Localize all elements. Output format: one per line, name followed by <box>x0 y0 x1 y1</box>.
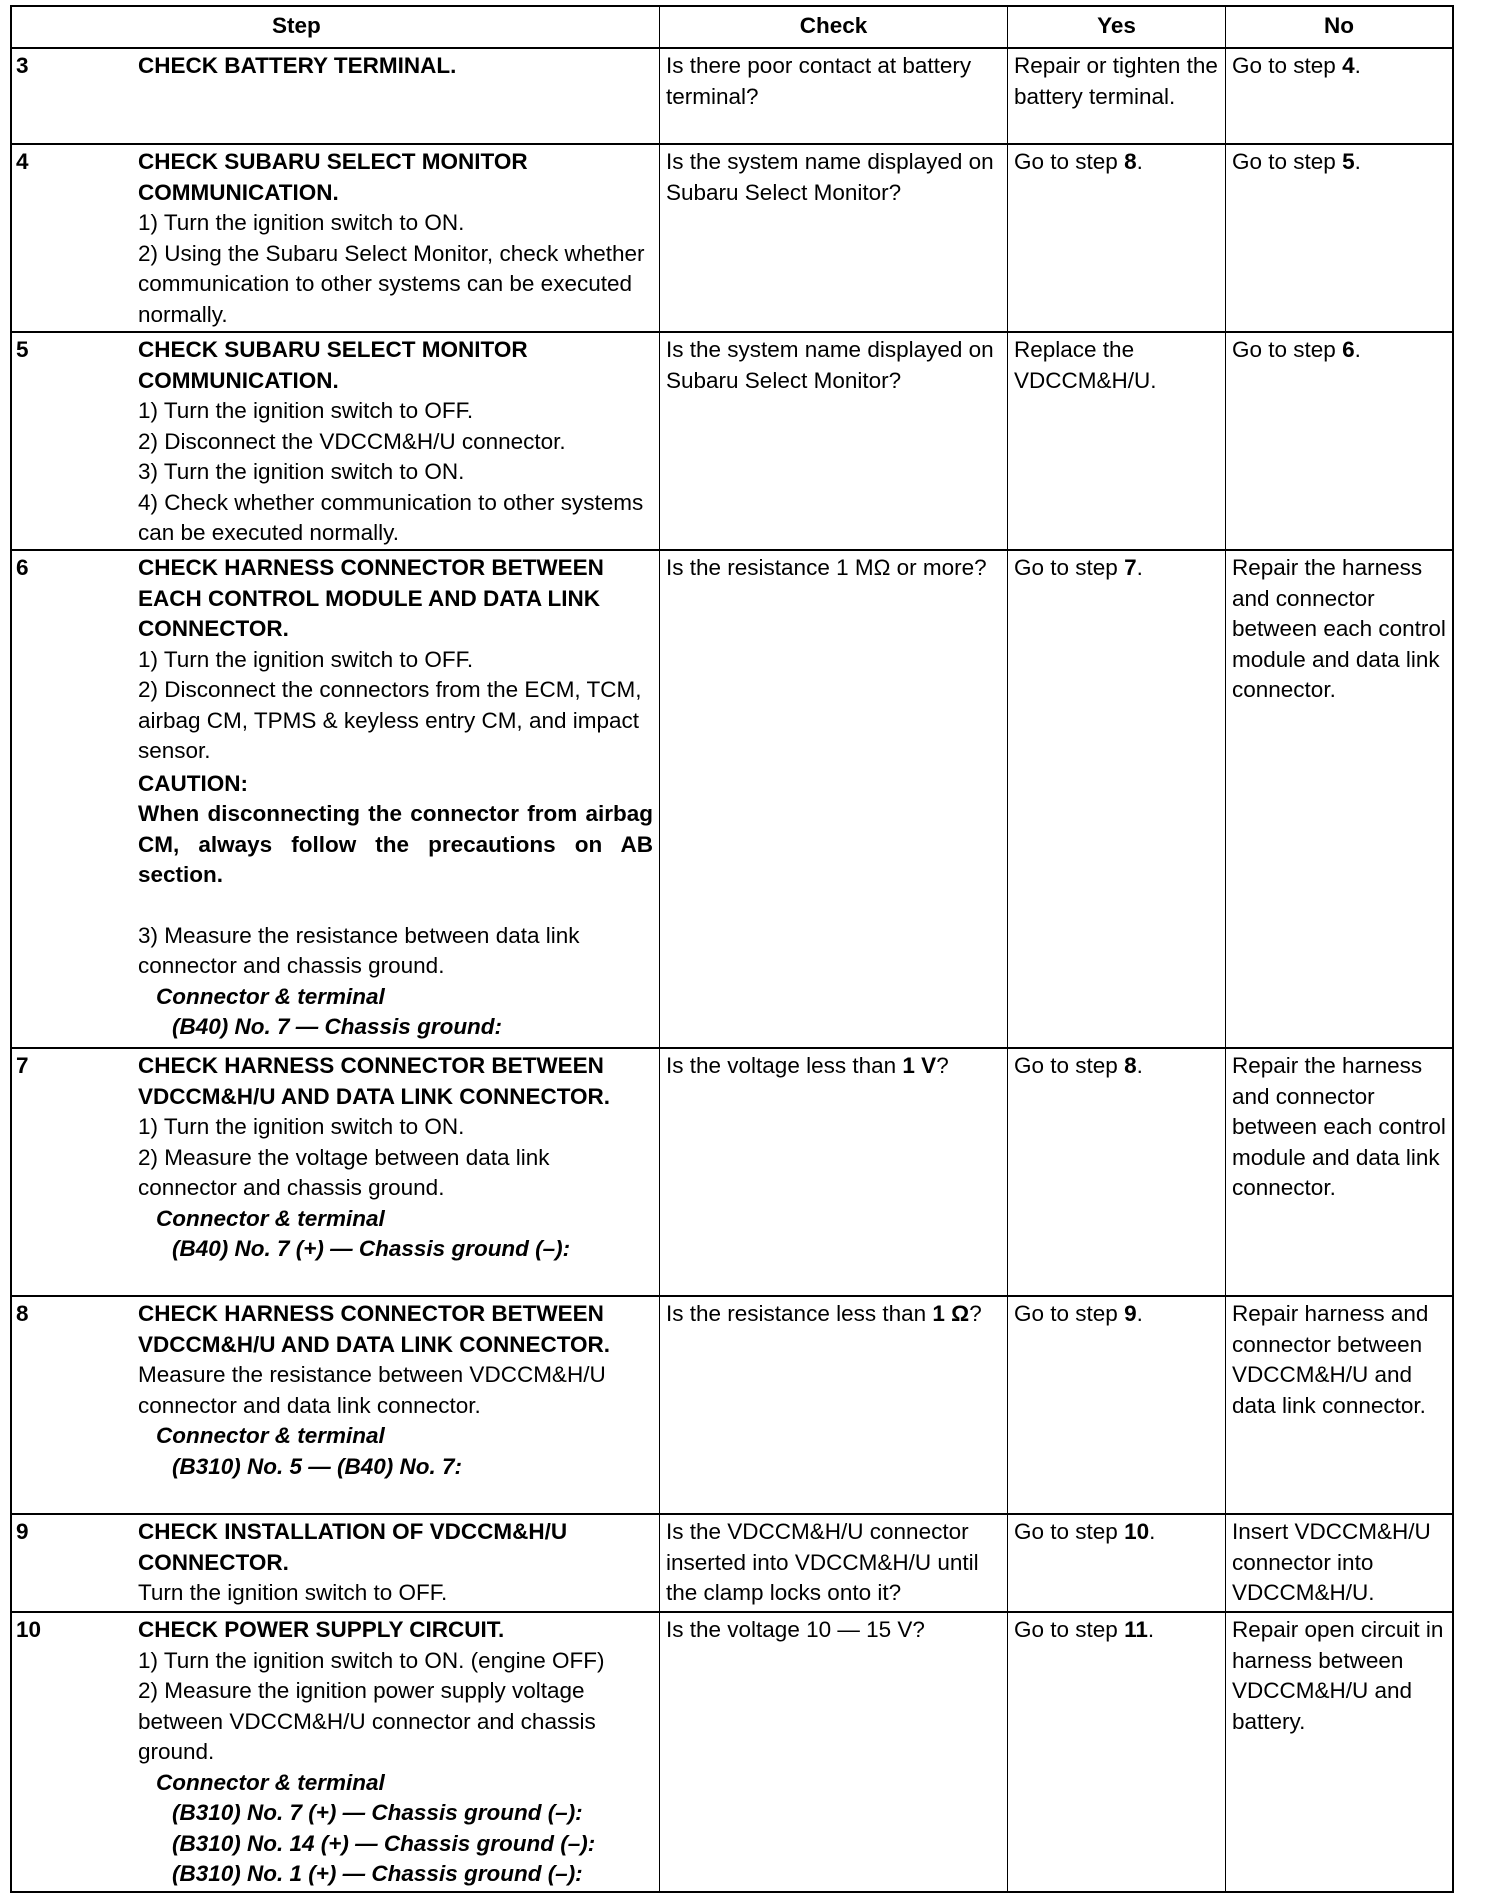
no-cell: Repair open circuit in harness between VDCCM&H/U and battery. <box>1232 1617 1444 1734</box>
table-row <box>12 333 1452 551</box>
step-instruction: 4) Check whether communication to other systems can be executed normally. <box>138 489 644 545</box>
no-step-link: 5 <box>1342 149 1355 174</box>
table-row <box>12 49 1452 145</box>
no-cell <box>1226 49 1452 143</box>
table-row <box>12 551 1452 1049</box>
check-suffix: ? <box>936 1053 949 1078</box>
connector-terminal-spec: (B310) No. 1 (+) — Chassis ground (–): <box>172 1861 583 1886</box>
yes-suffix: . <box>1136 1053 1143 1078</box>
step-cell <box>132 145 660 331</box>
yes-suffix: . <box>1136 555 1143 580</box>
check-cell: Is the resistance 1 MΩ or more? <box>660 551 1008 1047</box>
yes-step-link: 7 <box>1124 555 1137 580</box>
yes-step-link: 11 <box>1124 1617 1148 1642</box>
no-cell: Insert VDCCM&H/U connector into VDCCM&H/U. <box>1232 1519 1431 1605</box>
step-title: CHECK SUBARU SELECT MONITOR COMMUNICATION. <box>138 337 528 393</box>
step-title: CHECK POWER SUPPLY CIRCUIT. <box>138 1617 505 1642</box>
step-cell <box>132 1049 660 1295</box>
step-instruction: 2) Using the Subaru Select Monitor, check whether communication to other systems can be executed normally. <box>138 240 645 327</box>
check-cell: Is the voltage 10 — 15 V? <box>660 1613 1008 1891</box>
step-title: CHECK BATTERY TERMINAL. <box>138 53 457 78</box>
yes-step-link: 8 <box>1124 149 1137 174</box>
yes-step-link: 8 <box>1124 1053 1137 1078</box>
table-row <box>12 1613 1452 1891</box>
check-prefix: Is the resistance less than <box>666 1301 933 1326</box>
caution-heading: CAUTION: <box>138 770 248 796</box>
caution-text: When disconnecting the connector from airbag CM, always follow the precautions on AB section. <box>138 801 653 887</box>
step-number: 6 <box>16 555 29 580</box>
yes-prefix: Go to step <box>1014 1519 1125 1544</box>
yes-prefix: Go to step <box>1014 149 1125 174</box>
step-instruction: 3) Turn the ignition switch to ON. <box>138 459 465 484</box>
check-value: 1 V <box>902 1053 937 1078</box>
step-title: CHECK HARNESS CONNECTOR BETWEEN VDCCM&H/U AND DATA LINK CONNECTOR. <box>138 1053 611 1109</box>
no-cell <box>1226 333 1452 549</box>
step-number: 3 <box>16 53 29 78</box>
step-cell <box>132 1613 660 1891</box>
yes-cell: Replace the VDCCM&H/U. <box>1008 333 1226 549</box>
check-cell: Is there poor contact at battery terminal? <box>660 49 1008 143</box>
step-number: 4 <box>16 149 29 174</box>
step-instruction: 3) Measure the resistance between data link connector and chassis ground. <box>138 922 580 978</box>
connector-terminal-spec: (B310) No. 5 — (B40) No. 7: <box>172 1453 463 1479</box>
no-cell: Repair the harness and connector between each control module and data link connector. <box>1232 555 1446 702</box>
yes-prefix: Go to step <box>1014 555 1125 580</box>
connector-terminal-spec: (B40) No. 7 (+) — Chassis ground (–): <box>172 1236 571 1261</box>
diagnostic-table <box>10 5 1454 1893</box>
no-cell <box>1226 145 1452 331</box>
yes-cell <box>1008 1049 1226 1295</box>
connector-terminal-spec: (B40) No. 7 — Chassis ground: <box>172 1014 503 1039</box>
yes-cell <box>1008 1297 1226 1513</box>
step-instruction: 2) Disconnect the VDCCM&H/U connector. <box>138 428 566 454</box>
check-prefix: Is the voltage less than <box>666 1053 903 1078</box>
table-row <box>12 145 1452 333</box>
no-prefix: Go to step <box>1232 337 1343 362</box>
table-row <box>12 1515 1452 1613</box>
yes-suffix: . <box>1136 149 1143 174</box>
yes-suffix: . <box>1147 1617 1155 1642</box>
connector-terminal-heading: Connector & terminal <box>156 1769 385 1795</box>
yes-cell: Repair or tighten the battery terminal. <box>1008 49 1226 143</box>
header-no: No <box>1324 13 1354 38</box>
step-instruction: 1) Turn the ignition switch to ON. <box>138 210 465 235</box>
step-number: 5 <box>16 337 29 362</box>
step-cell <box>132 551 660 1047</box>
step-cell <box>132 1297 660 1513</box>
step-title: CHECK INSTALLATION OF VDCCM&H/U CONNECTOR. <box>138 1519 568 1575</box>
yes-cell <box>1008 551 1226 1047</box>
connector-terminal-heading: Connector & terminal <box>156 1205 385 1231</box>
yes-cell <box>1008 145 1226 331</box>
step-instruction: Measure the resistance between VDCCM&H/U connector and data link connector. <box>138 1362 606 1418</box>
yes-cell <box>1008 1515 1226 1611</box>
yes-step-link: 10 <box>1124 1519 1150 1544</box>
table-row <box>12 1297 1452 1515</box>
yes-prefix: Go to step <box>1014 1617 1125 1642</box>
header-check: Check <box>660 7 1008 47</box>
no-suffix: . <box>1354 337 1361 362</box>
header-yes: Yes <box>1008 7 1226 47</box>
step-cell <box>132 49 660 143</box>
yes-cell <box>1008 1613 1226 1891</box>
table-row <box>12 1049 1452 1297</box>
step-title: CHECK HARNESS CONNECTOR BETWEEN EACH CONTROL MODULE AND DATA LINK CONNECTOR. <box>138 555 604 641</box>
no-step-link: 4 <box>1342 53 1355 78</box>
step-instruction: 1) Turn the ignition switch to OFF. <box>138 398 474 423</box>
step-instruction: Turn the ignition switch to OFF. <box>138 1580 448 1605</box>
header-step: Step <box>132 7 660 47</box>
check-cell: Is the system name displayed on Subaru Select Monitor? <box>660 145 1008 331</box>
check-cell <box>660 1049 1008 1295</box>
step-number: 10 <box>16 1617 42 1642</box>
yes-suffix: . <box>1149 1519 1156 1544</box>
check-cell: Is the system name displayed on Subaru Select Monitor? <box>660 333 1008 549</box>
step-title: CHECK SUBARU SELECT MONITOR COMMUNICATION. <box>138 149 528 205</box>
no-prefix: Go to step <box>1232 53 1343 78</box>
step-number: 7 <box>16 1053 29 1078</box>
no-step-link: 6 <box>1342 337 1355 362</box>
connector-terminal-spec: (B310) No. 14 (+) — Chassis ground (–): <box>172 1830 596 1856</box>
no-cell: Repair harness and connector between VDCCM&H/U and data link connector. <box>1232 1301 1429 1418</box>
check-cell: Is the VDCCM&H/U connector inserted into VDCCM&H/U until the clamp locks onto it? <box>660 1515 1008 1611</box>
step-title: CHECK HARNESS CONNECTOR BETWEEN VDCCM&H/U AND DATA LINK CONNECTOR. <box>138 1301 611 1357</box>
table-header-row <box>12 7 1452 49</box>
step-instruction: 1) Turn the ignition switch to OFF. <box>138 646 474 672</box>
yes-prefix: Go to step <box>1014 1053 1125 1078</box>
connector-terminal-heading: Connector & terminal <box>156 1423 385 1448</box>
yes-suffix: . <box>1136 1301 1143 1326</box>
step-cell <box>132 333 660 549</box>
step-instruction: 1) Turn the ignition switch to ON. <box>138 1114 465 1139</box>
check-suffix: ? <box>969 1301 982 1326</box>
header-step-number <box>12 7 132 47</box>
step-instruction: 2) Measure the ignition power supply voltage between VDCCM&H/U connector and chassis ground. <box>138 1678 596 1764</box>
no-suffix: . <box>1354 149 1361 174</box>
check-cell <box>660 1297 1008 1513</box>
step-instruction: 2) Disconnect the connectors from the ECM, TCM, airbag CM, TPMS & keyless entry CM, and impact sensor. <box>138 677 642 763</box>
step-instruction: 1) Turn the ignition switch to ON. (engine OFF) <box>138 1647 605 1673</box>
yes-step-link: 9 <box>1124 1301 1137 1326</box>
no-suffix: . <box>1354 53 1361 78</box>
step-instruction: 2) Measure the voltage between data link connector and chassis ground. <box>138 1144 550 1200</box>
step-number: 9 <box>16 1519 29 1544</box>
connector-terminal-spec: (B310) No. 7 (+) — Chassis ground (–): <box>172 1800 583 1825</box>
check-value: 1 Ω <box>932 1301 970 1326</box>
yes-prefix: Go to step <box>1014 1301 1125 1326</box>
connector-terminal-heading: Connector & terminal <box>156 983 385 1009</box>
step-number: 8 <box>16 1301 29 1326</box>
no-cell: Repair the harness and connector between each control module and data link connector. <box>1232 1053 1446 1200</box>
no-prefix: Go to step <box>1232 149 1343 174</box>
step-cell <box>132 1515 660 1611</box>
